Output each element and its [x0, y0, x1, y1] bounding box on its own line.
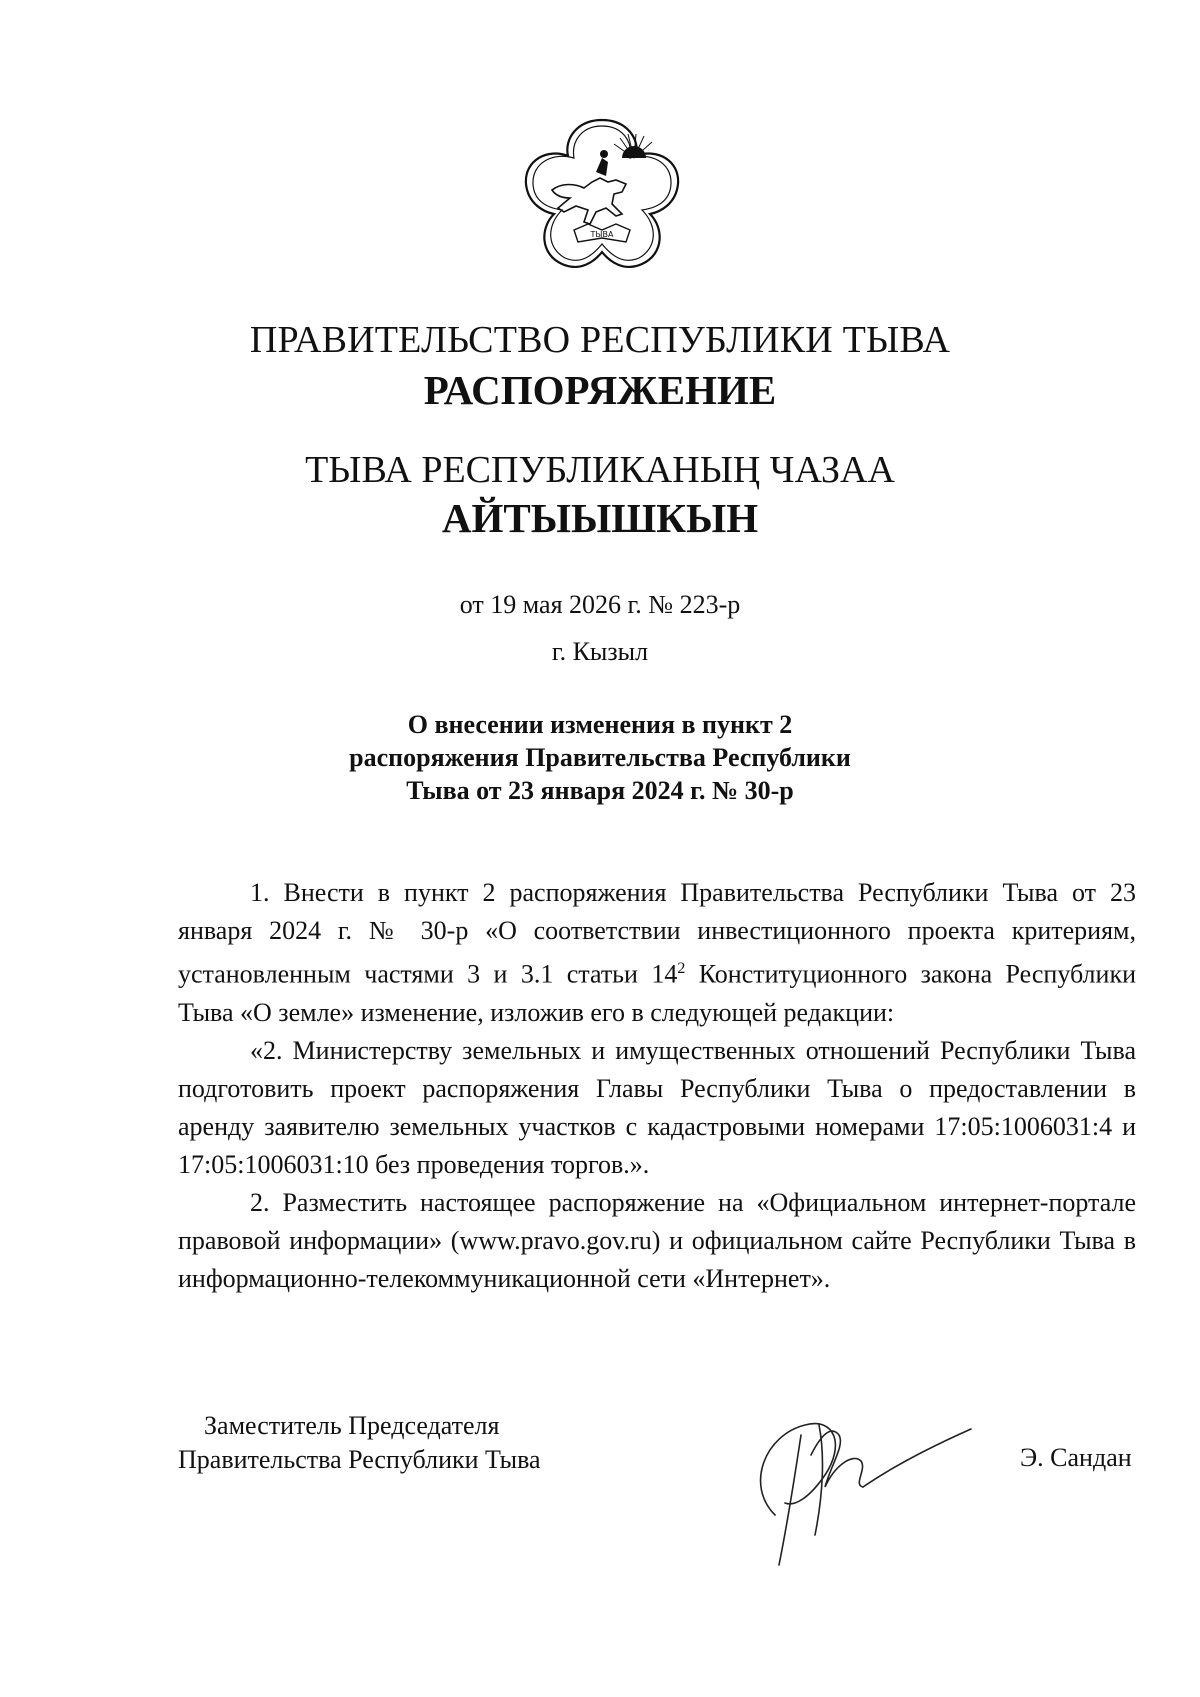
paragraph-1-text-b: Конституционного закона Республики Тыва «О земле» изменение, изложив его в следующей редакции:	[178, 959, 1136, 1027]
city-line: г. Кызыл	[551, 637, 649, 666]
paragraph-1-text-a: 1. Внести в пункт 2 распоряжения Правительства Республики Тыва от 23 января 2024 г. № 30-р «О соответствии инвестиционного проекта критериям, установленным частями 3 и 3.1 статьи 14	[178, 878, 1136, 989]
tuva-coat-of-arms-icon	[518, 112, 686, 280]
subject-line: распоряжения Правительства Республики	[349, 743, 851, 772]
org-title-ru: ПРАВИТЕЛЬСТВО РЕСПУБЛИКИ ТЫВА	[249, 319, 951, 361]
document-body	[178, 874, 1136, 1298]
subject-line: О внесении изменения в пункт 2	[407, 710, 793, 739]
date-number-line: от 19 мая 2026 г. № 223-р	[459, 590, 741, 619]
paragraph-3: 2. Разместить настоящее распоряжение на «Официальном интернет-портале правовой информации» (www.pravo.gov.ru) и официальном сайте Республики Тыва в информационно-телекоммуникационной сети «Интернет».	[178, 1187, 1136, 1293]
signer-name: Э. Сандан	[1020, 1443, 1132, 1472]
signer-position-line-2: Правительства Республики Тыва	[178, 1445, 541, 1474]
doc-kind-ru: РАСПОРЯЖЕНИЕ	[423, 367, 777, 413]
paragraph-1	[178, 874, 1136, 1032]
paragraph-2: «2. Министерству земельных и имущественных отношений Республики Тыва подготовить проект распоряжения Главы Республики Тыва о предоставлении в аренду заявителю земельных участков с кадастровыми номерами 17:05:1006031:4 и 17:05:1006031:10 без проведения торгов.».	[178, 1035, 1136, 1179]
subject-line: Тыва от 23 января 2024 г. № 30-р	[406, 776, 794, 805]
signer-position-line-1: Заместитель Председателя	[204, 1411, 500, 1440]
org-title-tv: ТЫВА РЕСПУБЛИКАНЫҢ ЧАЗАА	[305, 449, 895, 491]
handwritten-signature	[735, 1395, 975, 1575]
doc-kind-tv: АЙТЫЫШКЫН	[441, 495, 759, 541]
svg-text:ТЫВА: ТЫВА	[590, 230, 614, 239]
document-subject	[0, 708, 1200, 807]
signer-position	[178, 1409, 541, 1477]
paragraph-1-superscript: 2	[677, 960, 686, 977]
